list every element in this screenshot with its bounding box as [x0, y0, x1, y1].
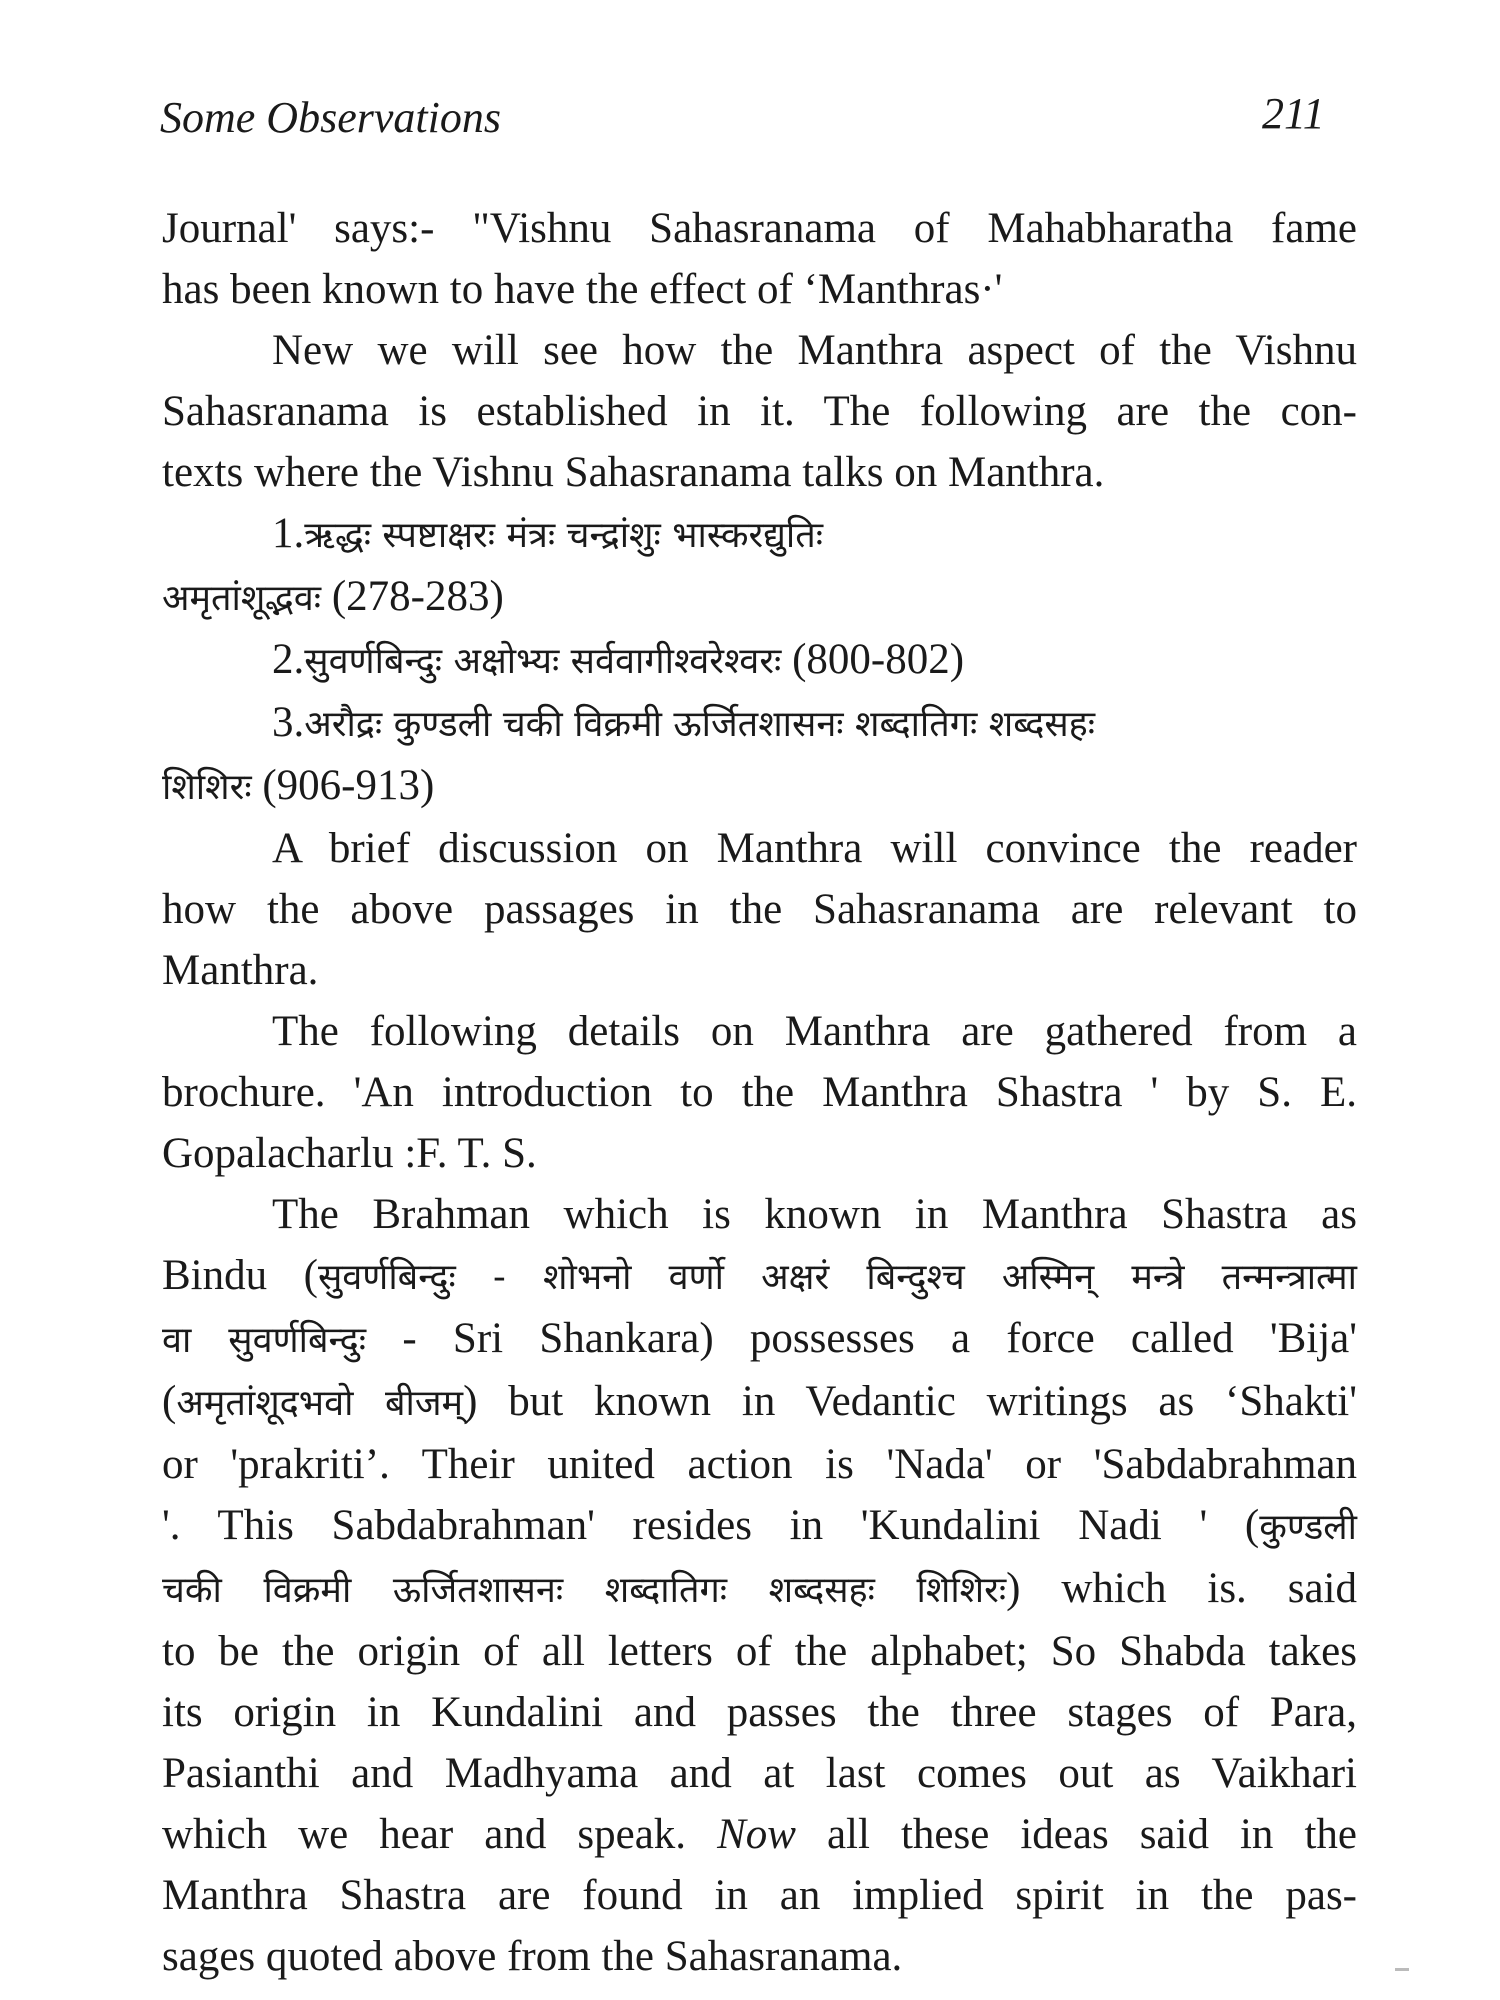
- sanskrit-text: सुवर्णबिन्दुः - शोभनो वर्णो अक्षरं बिन्दुश्च अस्मिन् मन्त्रे तन्मन्त्रात्मा: [317, 1257, 1357, 1298]
- text-line: [162, 1245, 1357, 1308]
- text-line: Pasianthi and Madhyama and at last comes out as Vaikhari: [162, 1750, 1357, 1797]
- verse-line: [162, 566, 1357, 629]
- text-line: [162, 1371, 1357, 1434]
- text-fragment: '. This Sabdabrahman' resides in 'Kundalini Nadi ' (: [162, 1502, 1260, 1549]
- text-fragment: - Sri Shankara) possesses a force called 'Bija': [366, 1315, 1357, 1362]
- page-number: 211: [1262, 89, 1325, 138]
- verse-line: [162, 755, 1357, 818]
- text-fragment: which we hear and speak.: [162, 1811, 718, 1858]
- text-line: New we will see how the Manthra aspect of the Vishnu: [272, 327, 1357, 374]
- text-fragment: ) which is. said: [1006, 1565, 1357, 1612]
- emphasis: Now: [717, 1811, 796, 1858]
- verse-reference: (800-802): [792, 636, 965, 683]
- verse-reference: (906-913): [262, 762, 435, 809]
- text-line: [162, 1804, 1357, 1865]
- text-line: Manthra.: [162, 947, 319, 994]
- text-line: Gopalacharlu :F. T. S.: [162, 1130, 537, 1177]
- text-line: texts where the Vishnu Sahasranama talks on Manthra.: [162, 449, 1105, 496]
- sanskrit-text: कुण्डली: [1259, 1507, 1357, 1548]
- sanskrit-text: अरौद्रः कुण्डली चकी विक्रमी ऊर्जितशासनः शब्दातिगः शब्दसहः: [304, 704, 1096, 745]
- paragraph-journal-quote: [162, 198, 1357, 320]
- text-line: A brief discussion on Manthra will convince the reader: [272, 825, 1357, 872]
- verse-line: [162, 629, 1357, 692]
- text-line: its origin in Kundalini and passes the three stages of Para,: [162, 1689, 1357, 1736]
- text-line: to be the origin of all letters of the alphabet; So Shabda takes: [162, 1628, 1357, 1675]
- sanskrit-text: शिशिरः: [162, 767, 252, 808]
- verse-number: 2.: [272, 636, 305, 683]
- verse-2: [162, 629, 1357, 692]
- text-fragment: Bindu (: [162, 1252, 318, 1299]
- sanskrit-text: अमृतांशूदभवो बीजम्: [176, 1383, 464, 1424]
- sanskrit-text: चकी विक्रमी ऊर्जितशासनः शब्दातिगः शब्दसहः शिशिरः: [162, 1570, 1007, 1611]
- paragraph-brochure: [162, 1001, 1357, 1184]
- sanskrit-text: वा सुवर्णबिन्दुः: [162, 1320, 367, 1361]
- verse-line: [162, 692, 1357, 755]
- text-line: The Brahman which is known in Manthra Shastra as: [272, 1191, 1357, 1238]
- verse-line: [162, 503, 1357, 566]
- verse-number: 3.: [272, 699, 305, 746]
- text-line: Journal' says:- "Vishnu Sahasranama of Mahabharatha fame: [162, 205, 1357, 252]
- text-line: The following details on Manthra are gathered from a: [272, 1008, 1357, 1055]
- sanskrit-text: अमृतांशूद्भवः: [162, 578, 322, 619]
- page-smudge: [1395, 1968, 1409, 1971]
- body-text: [162, 198, 1357, 1987]
- paragraph-manthra-aspect: [162, 320, 1357, 503]
- text-line: Sahasranama is established in it. The following are the con-: [162, 388, 1357, 435]
- text-line: sages quoted above from the Sahasranama.: [162, 1933, 903, 1980]
- sanskrit-text: सुवर्णबिन्दुः अक्षोभ्यः सर्ववागीश्वरेश्वरः: [304, 641, 782, 682]
- text-line: [162, 1558, 1357, 1621]
- text-fragment: ) but known in Vedantic writings as ‘Shakti': [463, 1378, 1358, 1425]
- text-line: how the above passages in the Sahasranama are relevant to: [162, 886, 1357, 933]
- text-line: or 'prakriti’. Their united action is 'Nada' or 'Sabdabrahman: [162, 1441, 1357, 1488]
- running-head: Some Observations: [160, 93, 501, 142]
- verse-3: [162, 692, 1357, 818]
- verse-reference: (278-283): [331, 573, 504, 620]
- text-line: [162, 1495, 1357, 1558]
- paragraph-brief-discussion: [162, 818, 1357, 1001]
- sanskrit-text: ऋद्धः स्पष्टाक्षरः मंत्रः चन्द्रांशुः भास्करद्युतिः: [304, 515, 824, 556]
- text-line: brochure. 'An introduction to the Manthra Shastra ' by S. E.: [162, 1069, 1357, 1116]
- verse-number: 1.: [272, 510, 305, 557]
- text-fragment: all these ideas said in the: [795, 1811, 1357, 1858]
- text-fragment: (: [162, 1378, 177, 1425]
- paragraph-brahman: [162, 1184, 1357, 1987]
- text-line: Manthra Shastra are found in an implied spirit in the pas-: [162, 1872, 1357, 1919]
- text-line: has been known to have the effect of ‘Manthras·': [162, 266, 1003, 313]
- verse-1: [162, 503, 1357, 629]
- text-line: [162, 1308, 1357, 1371]
